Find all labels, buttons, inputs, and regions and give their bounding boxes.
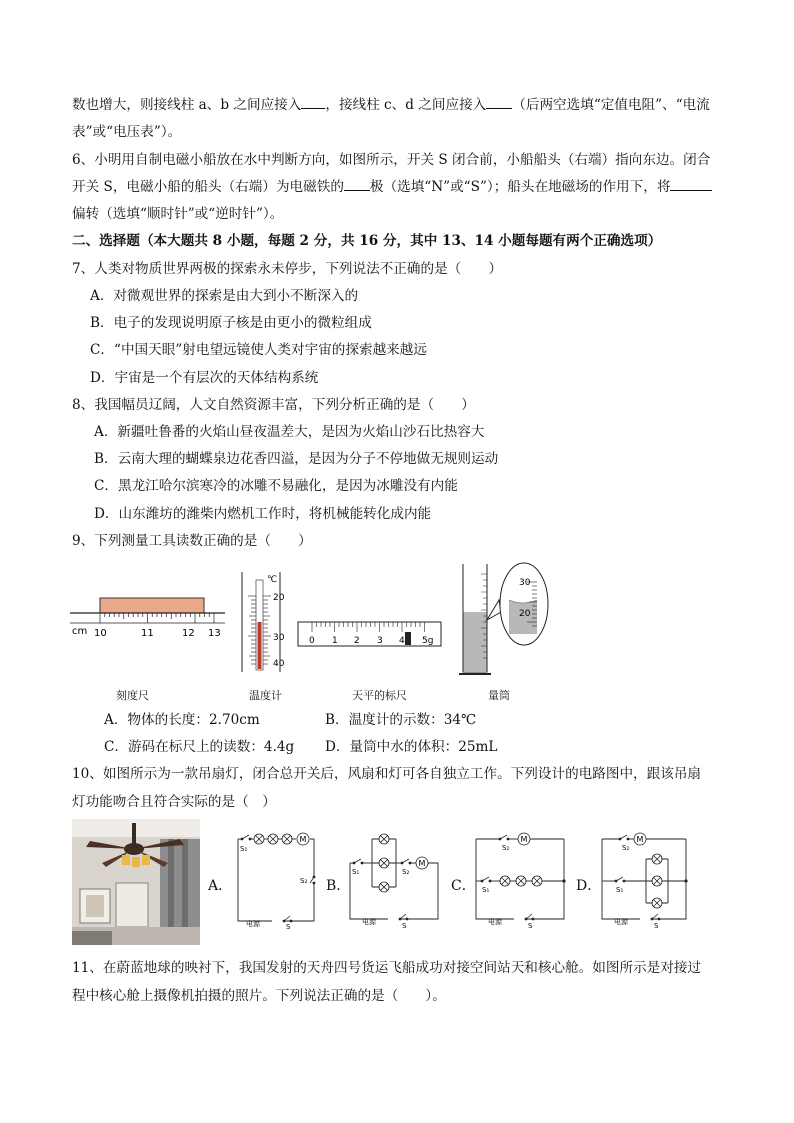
- thermometer-figure: [240, 570, 292, 674]
- q6-text-c: 偏转（选填“顺时针”或“逆时针”）。: [72, 206, 284, 222]
- zoom-bubble-tail: [487, 600, 501, 620]
- zoom-tick-label: 20: [519, 609, 531, 619]
- q7-option-b[interactable]: [90, 314, 372, 332]
- q6-line3: [72, 205, 283, 223]
- ruler-ticks: [100, 613, 214, 623]
- q10-option-a-label[interactable]: A．: [208, 878, 233, 894]
- q5-text-b: ，接线柱 c、d 之间应接入: [325, 97, 487, 113]
- q9-option-c-text: C．游码在标尺上的读数：4.4g: [104, 739, 295, 755]
- circuit-diagram-d[interactable]: [596, 825, 696, 931]
- balance-tick-label: 4: [399, 636, 405, 646]
- svg-text:M: M: [299, 835, 307, 844]
- q10-option-b-label[interactable]: B．: [326, 878, 351, 894]
- q8-option-c[interactable]: [94, 477, 458, 495]
- section-title-text: 二、选择题（本大题共 8 小题，每题 2 分，共 16 分，其中 13、14 小题每题有两个正确选项）: [72, 233, 662, 249]
- answer-blank-direction[interactable]: [670, 178, 712, 191]
- balance-scale-figure: [297, 620, 443, 650]
- q10-option-c-label[interactable]: C．: [451, 878, 476, 894]
- thermometer-tick-label: 30: [273, 633, 285, 643]
- motor-icon: [518, 833, 530, 845]
- ruler-tick-label: 10: [94, 628, 107, 639]
- ruler-tick-label: 12: [182, 628, 195, 639]
- power-label: 电源: [488, 918, 502, 926]
- q10-option-d-label[interactable]: D．: [576, 878, 602, 894]
- zoom-tick-label: 30: [519, 578, 531, 588]
- junction-dot: [684, 879, 687, 882]
- q8-option-d[interactable]: [94, 505, 431, 523]
- ruler-tick-label: 13: [208, 628, 221, 639]
- switch-label: S: [286, 923, 291, 931]
- q11-stem-line1: [72, 959, 701, 977]
- junction-dot: [562, 879, 565, 882]
- q9-option-d[interactable]: [325, 738, 497, 756]
- cylinder-figure: [457, 560, 549, 680]
- q11-stem2-text: 程中核心舱上摄像机拍摄的照片。下列说法正确的是（ ）。: [72, 988, 446, 1004]
- q9-option-d-text: D．量筒中水的体积：25mL: [325, 739, 498, 755]
- switch-label: S₁: [616, 886, 624, 894]
- circuit-diagram-a[interactable]: [228, 825, 320, 931]
- switch-icon: [481, 877, 491, 882]
- lamp-icon: [379, 834, 389, 892]
- switch-label: S₂: [622, 844, 630, 852]
- q6-line2: [72, 178, 712, 196]
- q8-option-a[interactable]: [94, 423, 484, 441]
- switch-label: S₂: [300, 877, 308, 885]
- ruler-figure: [70, 596, 230, 644]
- circuit-diagram-b[interactable]: [344, 825, 444, 931]
- switch-label: S₁: [352, 868, 360, 876]
- q10-stem-line2: [72, 793, 276, 811]
- q8-stem-text: 8、我国幅员辽阔，人文自然资源丰富，下列分析正确的是（ ）: [72, 397, 475, 413]
- section-title: [72, 232, 661, 250]
- q8-option-d-text: D．山东潍坊的潍柴内燃机工作时，将机械能转化成内能: [94, 506, 432, 522]
- thermometer-caption: 温度计: [249, 689, 282, 702]
- q9-stem: [72, 532, 312, 550]
- q10-stem1-text: 10、如图所示为一款吊扇灯，闭合总开关后，风扇和灯可各自独立工作。下列设计的电路图中，跟该吊扇: [72, 766, 702, 782]
- balance-tick-label: 5g: [422, 636, 434, 646]
- q7-option-b-text: B．电子的发现说明原子核是由更小的微粒组成: [90, 315, 372, 331]
- q5-text-c: （后两空选填“定值电阻”、“电流: [512, 97, 710, 113]
- answer-blank-cd[interactable]: [486, 96, 512, 109]
- q7-option-c[interactable]: [90, 341, 427, 359]
- answer-blank-pole[interactable]: [344, 178, 370, 191]
- switch-label: S: [402, 922, 407, 930]
- q9-stem-text: 9、下列测量工具读数正确的是（ ）: [72, 533, 312, 549]
- svg-text:M: M: [418, 859, 426, 868]
- q11-stem-line2: [72, 987, 446, 1005]
- q7-stem-text: 7、人类对物质世界两极的探索永未停步，下列说法不正确的是（ ）: [72, 261, 503, 277]
- cylinder-caption: 量筒: [488, 689, 510, 702]
- balance-caption: 天平的标尺: [352, 689, 407, 702]
- lamp-icon: [254, 834, 292, 844]
- q7-option-a-text: A．对微观世界的探索是由大到小不断深入的: [90, 288, 359, 304]
- ruler-caption: 刻度尺: [116, 689, 149, 702]
- thermometer-tick-label: 20: [273, 593, 285, 603]
- lamp-icon: [500, 876, 542, 886]
- q7-option-d-text: D．宇宙是一个有层次的天体结构系统: [90, 370, 319, 386]
- q5-text-a: 数也增大，则接线柱 a、b 之间应接入: [72, 97, 302, 113]
- switch-icon: [615, 877, 625, 882]
- motor-icon: [297, 833, 309, 845]
- mercury-column: [258, 622, 262, 669]
- q5-line2: [72, 123, 181, 141]
- switch-label: S₁: [482, 886, 490, 894]
- q8-stem: [72, 396, 475, 414]
- svg-text:M: M: [636, 835, 644, 844]
- q8-option-b[interactable]: [94, 450, 498, 468]
- q8-option-c-text: C．黑龙江哈尔滨寒冷的冰雕不易融化，是因为冰雕没有内能: [94, 478, 458, 494]
- q9-option-b[interactable]: [325, 711, 476, 729]
- balance-tick-label: 1: [332, 636, 338, 646]
- switch-label: S₁: [240, 845, 248, 853]
- q5-line1: [72, 96, 710, 114]
- switch-icon: [310, 876, 315, 884]
- q8-option-a-text: A．新疆吐鲁番的火焰山昼夜温差大，是因为火焰山沙石比热容大: [94, 424, 485, 440]
- q9-option-b-text: B．温度计的示数：34℃: [325, 712, 477, 728]
- balance-tick-label: 3: [377, 636, 383, 646]
- switch-icon: [619, 835, 629, 840]
- answer-blank-ab[interactable]: [301, 96, 325, 109]
- svg-text:M: M: [520, 835, 528, 844]
- motor-icon: [634, 833, 646, 845]
- power-label: 电源: [614, 918, 628, 926]
- ruler-unit: cm: [72, 626, 88, 637]
- switch-icon: [499, 835, 509, 840]
- rider-weight: [405, 632, 411, 645]
- switch-icon: [401, 859, 411, 864]
- q9-option-a[interactable]: [104, 711, 260, 729]
- balance-beam: [298, 622, 441, 646]
- measured-block: [100, 598, 204, 613]
- q6-line1: [72, 151, 710, 169]
- switch-icon: [241, 835, 251, 840]
- q6-stem: 6、小明用自制电磁小船放在水中判断方向，如图所示，开关 S 闭合前，小船船头（右端）指向东边。闭合: [72, 152, 711, 168]
- q7-option-d[interactable]: [90, 369, 318, 387]
- switch-label: S₂: [502, 844, 510, 852]
- q8-option-b-text: B．云南大理的蝴蝶泉边花香四溢，是因为分子不停地做无规则运动: [94, 451, 499, 467]
- balance-tick-label: 0: [309, 636, 315, 646]
- motor-icon: [416, 857, 428, 869]
- q11-stem1-text: 11、在蔚蓝地球的映衬下，我国发射的天舟四号货运飞船成功对接空间站天和核心舱。如图所示是对接过: [72, 960, 702, 976]
- switch-label: S₂: [402, 868, 410, 876]
- q5-text-d: 表”或“电压表”）。: [72, 124, 182, 140]
- q7-option-a[interactable]: [90, 287, 358, 305]
- power-label: 电源: [246, 920, 260, 928]
- cylinder-water: [464, 612, 487, 672]
- q10-stem-line1: [72, 765, 701, 783]
- power-label: 电源: [362, 918, 376, 926]
- q6-text-a: 开关 S，电磁小船的船头（右端）为电磁铁的: [72, 179, 344, 195]
- q9-option-a-text: A．物体的长度：2.70cm: [104, 712, 260, 728]
- q6-text-b: 极（选填“N”或“S”）；船头在地磁场的作用下，将: [369, 179, 671, 195]
- ruler-tick-label: 11: [141, 628, 154, 639]
- q9-option-c[interactable]: [104, 738, 294, 756]
- q7-stem: [72, 260, 502, 278]
- balance-tick-label: 2: [354, 636, 360, 646]
- switch-label: S: [528, 922, 533, 930]
- lamp-icon: [652, 854, 662, 908]
- ceiling-fan-photo: [72, 819, 200, 945]
- q7-option-c-text: C．“中国天眼”射电望远镜使人类对宇宙的探索越来越远: [90, 342, 427, 358]
- thermometer-unit: ℃: [267, 575, 278, 585]
- q10-stem2-text: 灯功能吻合且符合实际的是（ ）: [72, 794, 276, 810]
- circuit-diagram-c[interactable]: [470, 825, 570, 931]
- thermometer-tick-label: 40: [273, 659, 285, 669]
- switch-icon: [353, 859, 363, 864]
- switch-label: S: [654, 922, 659, 930]
